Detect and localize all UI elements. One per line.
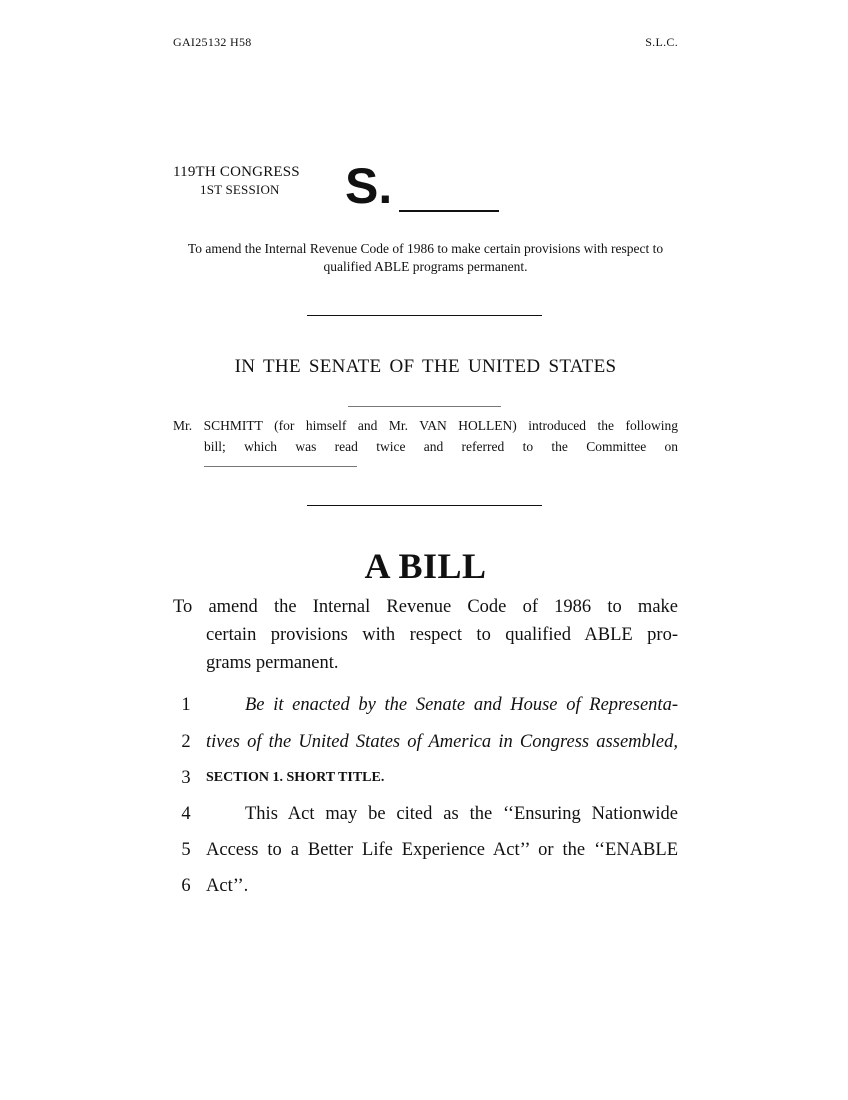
line-number: 5 xyxy=(181,840,191,860)
section-heading: SECTION 1. SHORT TITLE. xyxy=(206,770,385,785)
session-label: 1ST SESSION xyxy=(200,182,280,197)
bill-text-line xyxy=(173,690,678,720)
bill-title: A BILL xyxy=(364,546,487,586)
enacting-clause: Be it enacted by the Senate and House of Representa- xyxy=(245,695,678,715)
line-number: 4 xyxy=(181,804,191,824)
line-number: 3 xyxy=(181,768,191,788)
bill-number-prefix: S. xyxy=(345,158,393,214)
divider-rule xyxy=(307,505,542,506)
divider-rule-thin xyxy=(348,406,501,407)
bill-purpose-line: To amend the Internal Revenue Code of 1986 to make xyxy=(173,597,678,617)
senate-heading: IN THE SENATE OF THE UNITED STATES xyxy=(234,356,617,377)
line-number: 1 xyxy=(181,695,191,715)
section-text: Act’’. xyxy=(206,876,249,896)
line-number: 2 xyxy=(181,732,191,752)
line-number: 6 xyxy=(181,876,191,896)
bill-text-line xyxy=(173,799,678,829)
bill-text-line xyxy=(173,763,678,793)
bill-text-line xyxy=(173,871,678,901)
document-id: GAI25132 H58 xyxy=(173,35,252,49)
slc-label: S.L.C. xyxy=(645,35,678,49)
bill-text-line xyxy=(173,727,678,757)
introduction-line: bill; which was read twice and referred to the Committee on xyxy=(204,439,678,454)
introduction-line: Mr. SCHMITT (for himself and Mr. VAN HOLLEN) introduced the following xyxy=(173,418,678,433)
section-text: This Act may be cited as the ‘‘Ensuring Nationwide xyxy=(245,804,678,824)
committee-blank xyxy=(204,466,357,467)
bill-number-blank xyxy=(399,210,499,212)
bill-purpose-line: certain provisions with respect to qualified ABLE pro- xyxy=(206,625,678,645)
enacting-clause: tives of the United States of America in Congress assembled, xyxy=(206,732,678,752)
section-text: Access to a Better Life Experience Act’’ or the ‘‘ENABLE xyxy=(206,840,678,860)
bill-text-line xyxy=(173,835,678,865)
divider-rule xyxy=(307,315,542,316)
bill-purpose-line: grams permanent. xyxy=(206,653,339,673)
bill-purpose-summary: To amend the Internal Revenue Code of 1986 to make certain provisions with respect to qualified ABLE programs permanent. xyxy=(187,241,664,274)
congress-label: 119TH CONGRESS xyxy=(173,164,300,180)
